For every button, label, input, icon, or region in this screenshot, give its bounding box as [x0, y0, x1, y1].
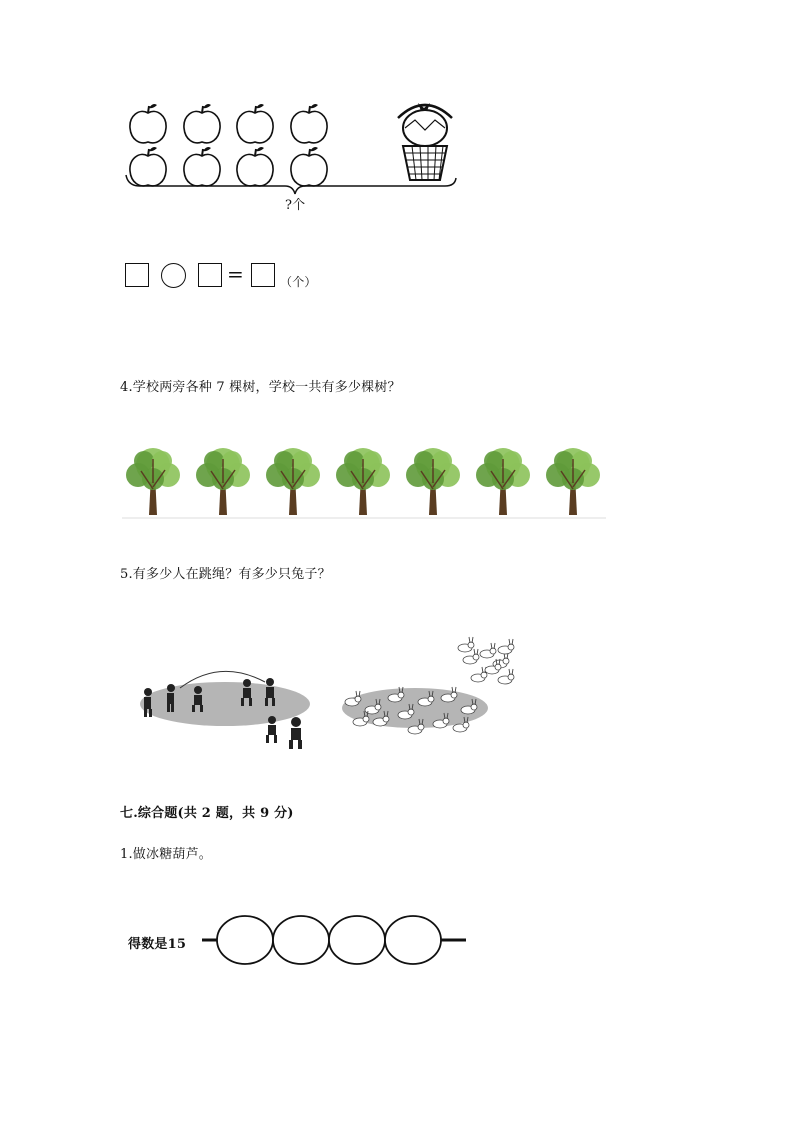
apple-icon — [184, 147, 220, 186]
rabbit-icon — [471, 667, 487, 682]
apple-icon — [237, 104, 273, 143]
haw-circle[interactable] — [273, 916, 329, 964]
tree-icon — [126, 448, 180, 515]
answer-box-3[interactable] — [251, 263, 275, 287]
apple-icon — [291, 147, 327, 186]
answer-box-1[interactable] — [125, 263, 149, 287]
rabbit-icon — [458, 637, 474, 652]
tree-icon — [546, 448, 600, 515]
haw-circle[interactable] — [329, 916, 385, 964]
tree-icon — [266, 448, 320, 515]
apple-grid — [130, 104, 327, 186]
brace — [126, 175, 456, 194]
rabbit-icon — [480, 643, 496, 658]
haws-row — [217, 916, 441, 964]
field-left — [140, 682, 310, 726]
unit-label: （个） — [280, 275, 317, 289]
jump-rope-figure — [0, 640, 794, 770]
apples-figure — [0, 0, 794, 230]
equals-sign: = — [227, 262, 244, 286]
section-7-question-1: 1.做冰糖葫芦。 — [120, 847, 213, 862]
haw-circle[interactable] — [385, 916, 441, 964]
apple-icon — [184, 104, 220, 143]
apple-icon — [237, 147, 273, 186]
haw-circle[interactable] — [217, 916, 273, 964]
rabbit-icon — [498, 639, 514, 654]
operator-circle[interactable] — [161, 263, 186, 288]
apple-icon — [130, 147, 166, 186]
section-7-heading: 七.综合题(共 2 题，共 9 分) — [120, 806, 294, 821]
basket-icon — [398, 103, 452, 180]
trees-figure — [0, 445, 794, 525]
apple-icon — [130, 104, 166, 143]
question-5: 5.有多少人在跳绳？有多少只兔子？ — [120, 567, 331, 582]
apple-count-label: ?个 — [285, 198, 306, 213]
candied-result-label: 得数是15 — [128, 937, 187, 952]
tree-row — [126, 448, 600, 515]
tree-icon — [406, 448, 460, 515]
tree-icon — [336, 448, 390, 515]
rabbit-icon — [345, 691, 361, 706]
tree-icon — [196, 448, 250, 515]
answer-box-2[interactable] — [198, 263, 222, 287]
question-4: 4.学校两旁各种 7 棵树，学校一共有多少棵树？ — [120, 380, 401, 395]
rabbit-icon — [498, 669, 514, 684]
tree-icon — [476, 448, 530, 515]
candied-haws-figure — [0, 905, 794, 985]
apple-icon — [291, 104, 327, 143]
